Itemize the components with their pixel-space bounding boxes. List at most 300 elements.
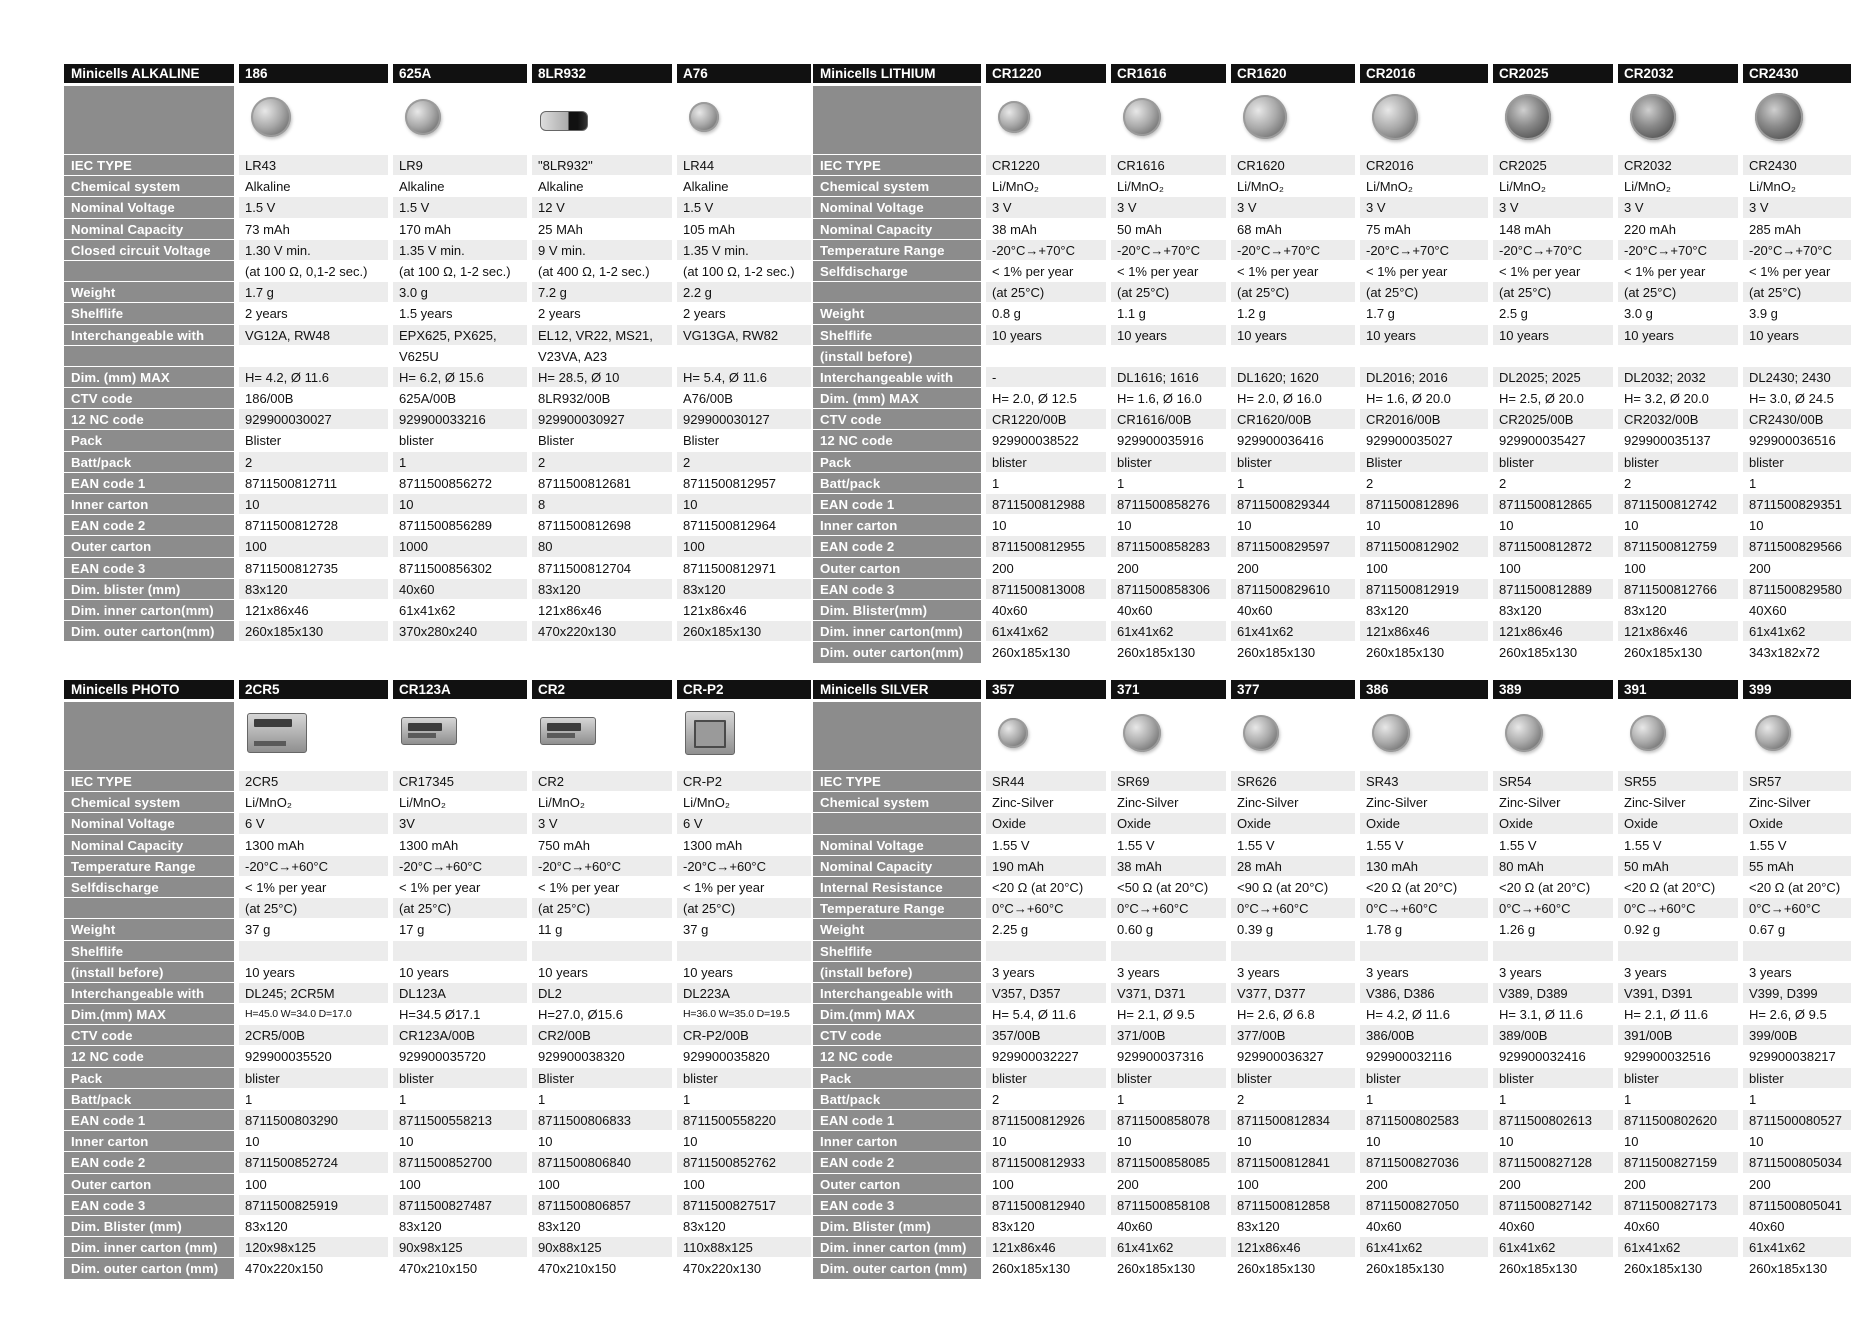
row-label: Dim. outer carton (mm) xyxy=(813,1257,981,1278)
spec-value: 8711500812681 xyxy=(532,472,672,493)
spec-value: 8711500812704 xyxy=(532,557,672,578)
spec-value: 2 years xyxy=(532,302,672,323)
spec-value: < 1% per year xyxy=(239,876,388,897)
spec-value: blister xyxy=(986,1067,1106,1088)
spec-value: 3 V xyxy=(532,812,672,833)
spec-value: 3 V xyxy=(1231,196,1355,217)
spec-value: 391/00B xyxy=(1618,1024,1738,1045)
spec-value: 3 years xyxy=(1743,961,1851,982)
spec-value: 10 xyxy=(1231,1130,1355,1151)
spec-value: 8711500812896 xyxy=(1360,493,1488,514)
spec-value: 10 years xyxy=(677,961,811,982)
spec-value: 8711500812919 xyxy=(1360,578,1488,599)
spec-value: 750 mAh xyxy=(532,834,672,855)
spec-value: Li/MnO₂ xyxy=(1618,175,1738,196)
spec-value: 10 xyxy=(677,493,811,514)
spec-value: 8711500812858 xyxy=(1231,1194,1355,1215)
row-label: Dim. outer carton(mm) xyxy=(64,620,234,641)
spec-value xyxy=(677,940,811,961)
spec-value: 80 xyxy=(532,535,672,556)
spec-value: 10 years xyxy=(1618,324,1738,345)
spec-value: 10 xyxy=(1493,514,1613,535)
spec-value: 0.92 g xyxy=(1618,918,1738,939)
spec-value: CR2430/00B xyxy=(1743,408,1851,429)
spec-value: 371/00B xyxy=(1111,1024,1226,1045)
spec-value: 90x98x125 xyxy=(393,1236,527,1257)
spec-value: 10 xyxy=(1360,514,1488,535)
spec-value: 12 V xyxy=(532,196,672,217)
spec-value: -20°C→+70°C xyxy=(1743,239,1851,260)
spec-value: Li/MnO₂ xyxy=(677,791,811,812)
spec-value: H= 2.6, Ø 6.8 xyxy=(1231,1003,1355,1024)
spec-value: 8711500858276 xyxy=(1111,493,1226,514)
spec-value: 8 xyxy=(532,493,672,514)
spec-value: 1.55 V xyxy=(1231,834,1355,855)
spec-value: blister xyxy=(986,451,1106,472)
spec-value: SR44 xyxy=(986,770,1106,791)
spec-value: 40x60 xyxy=(393,578,527,599)
spec-value: < 1% per year xyxy=(1743,260,1851,281)
battery-column-a76 xyxy=(677,64,811,641)
row-label: Interchangeable with xyxy=(813,982,981,1003)
spec-value: H=27.0, Ø15.6 xyxy=(532,1003,672,1024)
spec-value: V399, D399 xyxy=(1743,982,1851,1003)
spec-value: 8711500858085 xyxy=(1111,1151,1226,1172)
table-title: Minicells LITHIUM xyxy=(813,64,981,83)
spec-value: 8711500812759 xyxy=(1618,535,1738,556)
spec-value: 1.1 g xyxy=(1111,302,1226,323)
row-label: Chemical system xyxy=(64,175,234,196)
spec-value: 929900035820 xyxy=(677,1045,811,1066)
spec-value: (at 25°C) xyxy=(1493,281,1613,302)
row-label: Nominal Voltage xyxy=(64,812,234,833)
spec-value xyxy=(1618,940,1738,961)
spec-value: (at 25°C) xyxy=(1111,281,1226,302)
spec-value: 61x41x62 xyxy=(1493,1236,1613,1257)
battery-model: 357 xyxy=(986,680,1106,699)
spec-value: 121x86x46 xyxy=(1493,620,1613,641)
battery-column-cr1616 xyxy=(1111,64,1226,663)
spec-value: 8711500812766 xyxy=(1618,578,1738,599)
battery-column-2cr5 xyxy=(239,680,388,1279)
spec-value: LR44 xyxy=(677,154,811,175)
row-label: Temperature Range xyxy=(64,855,234,876)
spec-value: 8711500825919 xyxy=(239,1194,388,1215)
spec-value: (at 25°C) xyxy=(532,897,672,918)
row-label: IEC TYPE xyxy=(64,154,234,175)
spec-value: V377, D377 xyxy=(1231,982,1355,1003)
spec-value: (at 25°C) xyxy=(1231,281,1355,302)
spec-value: 38 mAh xyxy=(1111,855,1226,876)
spec-value: 8711500812865 xyxy=(1493,493,1613,514)
spec-value: 8711500558220 xyxy=(677,1109,811,1130)
battery-model: CR1616 xyxy=(1111,64,1226,83)
spec-value: 40x60 xyxy=(1231,599,1355,620)
spec-value: 10 xyxy=(239,1130,388,1151)
spec-value: 1300 mAh xyxy=(393,834,527,855)
battery-column-cr2016 xyxy=(1360,64,1488,663)
spec-value: blister xyxy=(1743,451,1851,472)
spec-value: 1 xyxy=(986,472,1106,493)
spec-value: 8711500812698 xyxy=(532,514,672,535)
spec-value xyxy=(393,940,527,961)
battery-column-cr123a xyxy=(393,680,527,1279)
spec-value: 8711500852700 xyxy=(393,1151,527,1172)
spec-value: CR17345 xyxy=(393,770,527,791)
spec-value: CR2016/00B xyxy=(1360,408,1488,429)
row-label: Internal Resistance xyxy=(813,876,981,897)
row-label xyxy=(813,812,981,833)
row-label: IEC TYPE xyxy=(813,154,981,175)
spec-value: 929900038522 xyxy=(986,429,1106,450)
battery-model: 2CR5 xyxy=(239,680,388,699)
spec-value: 1.35 V min. xyxy=(393,239,527,260)
spec-value: Oxide xyxy=(1743,812,1851,833)
spec-value: 8711500827142 xyxy=(1493,1194,1613,1215)
row-label: Dim. Blister (mm) xyxy=(64,1215,234,1236)
spec-value: 61x41x62 xyxy=(986,620,1106,641)
spec-value: 929900038320 xyxy=(532,1045,672,1066)
spec-value: 470x220x150 xyxy=(239,1257,388,1278)
spec-value: 1 xyxy=(1618,1088,1738,1109)
row-label: Dim. blister (mm) xyxy=(64,578,234,599)
spec-value: 1.5 V xyxy=(239,196,388,217)
battery-model: CR2430 xyxy=(1743,64,1851,83)
spec-value: 10 xyxy=(239,493,388,514)
spec-value: 100 xyxy=(239,1173,388,1194)
row-label: EAN code 2 xyxy=(64,1151,234,1172)
battery-image xyxy=(1360,699,1488,770)
spec-value: 8711500812971 xyxy=(677,557,811,578)
battery-image xyxy=(532,83,672,154)
spec-value: Blister xyxy=(532,1067,672,1088)
table-title: Minicells ALKALINE xyxy=(64,64,234,83)
spec-value: 1.30 V min. xyxy=(239,239,388,260)
spec-value: 0.8 g xyxy=(986,302,1106,323)
row-label: EAN code 3 xyxy=(64,1194,234,1215)
row-label: Inner carton xyxy=(64,1130,234,1151)
spec-value: <50 Ω (at 20°C) xyxy=(1111,876,1226,897)
spec-value: 61x41x62 xyxy=(1743,1236,1851,1257)
coin-cell-icon xyxy=(1243,95,1287,139)
battery-image xyxy=(1111,83,1226,154)
spec-value: 8711500812988 xyxy=(986,493,1106,514)
spec-value: 2 years xyxy=(239,302,388,323)
spec-value: DL245; 2CR5M xyxy=(239,982,388,1003)
row-label: EAN code 2 xyxy=(64,514,234,535)
spec-value: Li/MnO₂ xyxy=(1231,175,1355,196)
spec-value: 40x60 xyxy=(1360,1215,1488,1236)
row-label: EAN code 3 xyxy=(64,557,234,578)
coin-cell-icon xyxy=(1755,715,1791,751)
battery-column-386 xyxy=(1360,680,1488,1279)
spec-value: 121x86x46 xyxy=(1618,620,1738,641)
spec-value: 0°C→+60°C xyxy=(1618,897,1738,918)
battery-image xyxy=(1231,699,1355,770)
spec-value: CR2032/00B xyxy=(1618,408,1738,429)
battery-column-399 xyxy=(1743,680,1851,1279)
spec-value: EPX625, PX625, xyxy=(393,324,527,345)
spec-value: CR2025/00B xyxy=(1493,408,1613,429)
spec-value: 200 xyxy=(1618,1173,1738,1194)
spec-value: 8711500812872 xyxy=(1493,535,1613,556)
spec-value xyxy=(1111,940,1226,961)
spec-value: 260x185x130 xyxy=(1231,1257,1355,1278)
spec-value: 2.25 g xyxy=(986,918,1106,939)
spec-value: 260x185x130 xyxy=(1111,641,1226,662)
label-column xyxy=(64,680,234,1279)
spec-value: 929900035137 xyxy=(1618,429,1738,450)
battery-model: 391 xyxy=(1618,680,1738,699)
row-label: Dim.(mm) MAX xyxy=(64,1003,234,1024)
spec-value: 2 xyxy=(1231,1088,1355,1109)
spec-value: Oxide xyxy=(1493,812,1613,833)
spec-value: 2 xyxy=(239,451,388,472)
coin-cell-icon xyxy=(1755,93,1803,141)
coin-cell-icon xyxy=(1123,98,1161,136)
spec-value: 100 xyxy=(393,1173,527,1194)
spec-value: 61x41x62 xyxy=(1618,1236,1738,1257)
coin-cell-icon xyxy=(1505,94,1551,140)
spec-value: H= 2.1, Ø 9.5 xyxy=(1111,1003,1226,1024)
spec-value: CR2032 xyxy=(1618,154,1738,175)
spec-value: 10 xyxy=(1743,1130,1851,1151)
spec-value: 929900035427 xyxy=(1493,429,1613,450)
battery-image xyxy=(986,699,1106,770)
battery-model: A76 xyxy=(677,64,811,83)
spec-value: 1300 mAh xyxy=(677,834,811,855)
spec-value: blister xyxy=(1360,1067,1488,1088)
spec-value: < 1% per year xyxy=(1231,260,1355,281)
spec-value: DL123A xyxy=(393,982,527,1003)
coin-cell-icon xyxy=(1123,714,1161,752)
coin-cell-icon xyxy=(1630,715,1666,751)
spec-value: 170 mAh xyxy=(393,218,527,239)
spec-value: < 1% per year xyxy=(1618,260,1738,281)
square-battery-icon xyxy=(685,711,735,755)
spec-value: 8711500813008 xyxy=(986,578,1106,599)
row-label: Chemical system xyxy=(813,791,981,812)
spec-value: CR2016 xyxy=(1360,154,1488,175)
spec-value: H= 3.1, Ø 11.6 xyxy=(1493,1003,1613,1024)
spec-value xyxy=(239,940,388,961)
spec-value: 2CR5 xyxy=(239,770,388,791)
spec-value: 8711500858283 xyxy=(1111,535,1226,556)
spec-value: Li/MnO₂ xyxy=(986,175,1106,196)
spec-value: Alkaline xyxy=(677,175,811,196)
spec-value: Zinc-Silver xyxy=(1618,791,1738,812)
row-label: Interchangeable with xyxy=(64,324,234,345)
spec-value: 8711500812711 xyxy=(239,472,388,493)
spec-value: 929900035520 xyxy=(239,1045,388,1066)
spec-value: 2CR5/00B xyxy=(239,1024,388,1045)
spec-value: 10 xyxy=(393,493,527,514)
spec-value: 929900030027 xyxy=(239,408,388,429)
spec-value: 357/00B xyxy=(986,1024,1106,1045)
spec-value: 3 V xyxy=(986,196,1106,217)
spec-value: Alkaline xyxy=(393,175,527,196)
row-label: Shelflife xyxy=(813,324,981,345)
spec-value: -20°C→+70°C xyxy=(1360,239,1488,260)
spec-value: Li/MnO₂ xyxy=(1743,175,1851,196)
spec-value: 1 xyxy=(1231,472,1355,493)
spec-value: H= 4.2, Ø 11.6 xyxy=(1360,1003,1488,1024)
spec-value: V357, D357 xyxy=(986,982,1106,1003)
spec-value: 8711500812940 xyxy=(986,1194,1106,1215)
row-label: Chemical system xyxy=(64,791,234,812)
spec-value: 10 xyxy=(1111,1130,1226,1151)
spec-value: "8LR932" xyxy=(532,154,672,175)
battery-model: CR2025 xyxy=(1493,64,1613,83)
spec-value: -20°C→+70°C xyxy=(1493,239,1613,260)
spec-value: 1 xyxy=(393,451,527,472)
table-title: Minicells PHOTO xyxy=(64,680,234,699)
battery-model: 389 xyxy=(1493,680,1613,699)
spec-value: 285 mAh xyxy=(1743,218,1851,239)
spec-value: 200 xyxy=(1493,1173,1613,1194)
spec-value: 1.5 V xyxy=(393,196,527,217)
spec-value xyxy=(677,345,811,366)
spec-value: 470x210x150 xyxy=(532,1257,672,1278)
spec-value: 200 xyxy=(1743,557,1851,578)
spec-value: 61x41x62 xyxy=(1231,620,1355,641)
row-label: IEC TYPE xyxy=(813,770,981,791)
spec-value: 2 xyxy=(532,451,672,472)
spec-value: 3 V xyxy=(1493,196,1613,217)
row-label xyxy=(64,260,234,281)
spec-value: 929900030927 xyxy=(532,408,672,429)
spec-value: 200 xyxy=(1743,1173,1851,1194)
spec-value: 8711500829580 xyxy=(1743,578,1851,599)
spec-value: Oxide xyxy=(1360,812,1488,833)
spec-value: 1 xyxy=(1360,1088,1488,1109)
spec-value: 260x185x130 xyxy=(1360,641,1488,662)
spec-value: 10 years xyxy=(393,961,527,982)
spec-value: 1 xyxy=(1111,1088,1226,1109)
row-label: EAN code 1 xyxy=(64,472,234,493)
spec-value: -20°C→+70°C xyxy=(1111,239,1226,260)
row-label: CTV code xyxy=(813,408,981,429)
spec-value: 260x185x130 xyxy=(239,620,388,641)
spec-value: 37 g xyxy=(677,918,811,939)
row-label: EAN code 1 xyxy=(64,1109,234,1130)
spec-value: EL12, VR22, MS21, xyxy=(532,324,672,345)
row-label: Batt/pack xyxy=(64,451,234,472)
spec-value: -20°C→+60°C xyxy=(239,855,388,876)
spec-value: 68 mAh xyxy=(1231,218,1355,239)
spec-value: blister xyxy=(1231,451,1355,472)
spec-value: Alkaline xyxy=(239,175,388,196)
spec-value xyxy=(1360,940,1488,961)
battery-image xyxy=(239,83,388,154)
spec-value: 625A/00B xyxy=(393,387,527,408)
spec-value: blister xyxy=(1111,1067,1226,1088)
image-row-label xyxy=(813,86,981,154)
spec-value: H= 3.2, Ø 20.0 xyxy=(1618,387,1738,408)
row-label: (install before) xyxy=(813,345,981,366)
spec-value: H= 3.0, Ø 24.5 xyxy=(1743,387,1851,408)
spec-value: SR55 xyxy=(1618,770,1738,791)
spec-value: 8711500806840 xyxy=(532,1151,672,1172)
row-label: Dim. (mm) MAX xyxy=(64,366,234,387)
row-label: EAN code 1 xyxy=(813,1109,981,1130)
spec-value: (at 25°C) xyxy=(1743,281,1851,302)
spec-value: 121x86x46 xyxy=(239,599,388,620)
spec-value: 929900037316 xyxy=(1111,1045,1226,1066)
spec-value: 1.26 g xyxy=(1493,918,1613,939)
spec-value: 8711500802620 xyxy=(1618,1109,1738,1130)
spec-value: Zinc-Silver xyxy=(986,791,1106,812)
spec-value: Blister xyxy=(1360,451,1488,472)
spec-value xyxy=(986,345,1106,366)
spec-value: 929900036516 xyxy=(1743,429,1851,450)
row-label: Nominal Voltage xyxy=(64,196,234,217)
spec-value: SR43 xyxy=(1360,770,1488,791)
spec-value: V389, D389 xyxy=(1493,982,1613,1003)
spec-value: 83x120 xyxy=(393,1215,527,1236)
spec-value: (at 400 Ω, 1-2 sec.) xyxy=(532,260,672,281)
spec-value: 10 xyxy=(532,1130,672,1151)
spec-value: 100 xyxy=(677,535,811,556)
spec-value: 1.55 V xyxy=(986,834,1106,855)
spec-value: 61x41x62 xyxy=(393,599,527,620)
spec-value: 100 xyxy=(677,1173,811,1194)
battery-column-377 xyxy=(1231,680,1355,1279)
spec-value: H= 2.1, Ø 11.6 xyxy=(1618,1003,1738,1024)
label-column xyxy=(64,64,234,641)
spec-value: 1.55 V xyxy=(1493,834,1613,855)
spec-value: < 1% per year xyxy=(677,876,811,897)
spec-value: 61x41x62 xyxy=(1111,620,1226,641)
spec-value: 10 xyxy=(393,1130,527,1151)
spec-value: 0°C→+60°C xyxy=(986,897,1106,918)
battery-image xyxy=(1111,699,1226,770)
battery-column-625a xyxy=(393,64,527,641)
spec-value: -20°C→+70°C xyxy=(1618,239,1738,260)
row-label: EAN code 2 xyxy=(813,535,981,556)
spec-value: 1.35 V min. xyxy=(677,239,811,260)
coin-cell-icon xyxy=(998,101,1030,133)
spec-value: 343x182x72 xyxy=(1743,641,1851,662)
row-label: Weight xyxy=(64,918,234,939)
spec-value: 8711500827128 xyxy=(1493,1151,1613,1172)
spec-value: 3.0 g xyxy=(393,281,527,302)
battery-image xyxy=(1618,83,1738,154)
spec-value: 8711500812735 xyxy=(239,557,388,578)
image-row-label xyxy=(64,86,234,154)
spec-value: 3 years xyxy=(986,961,1106,982)
spec-value: 929900036416 xyxy=(1231,429,1355,450)
spec-value: 10 xyxy=(677,1130,811,1151)
row-label: Batt/pack xyxy=(813,1088,981,1109)
spec-value: Zinc-Silver xyxy=(1231,791,1355,812)
row-label: (install before) xyxy=(64,961,234,982)
battery-column-cr2430 xyxy=(1743,64,1851,663)
row-label: Dim. inner carton(mm) xyxy=(64,599,234,620)
spec-value: 470x220x130 xyxy=(532,620,672,641)
spec-value: SR54 xyxy=(1493,770,1613,791)
spec-value: SR626 xyxy=(1231,770,1355,791)
spec-value: 0°C→+60°C xyxy=(1111,897,1226,918)
spec-value: 1.55 V xyxy=(1618,834,1738,855)
spec-value xyxy=(532,940,672,961)
spec-value: CR2025 xyxy=(1493,154,1613,175)
spec-value: 1 xyxy=(1743,1088,1851,1109)
image-row-label xyxy=(64,702,234,770)
spec-value: SR57 xyxy=(1743,770,1851,791)
spec-value: <90 Ω (at 20°C) xyxy=(1231,876,1355,897)
spec-value: Zinc-Silver xyxy=(1743,791,1851,812)
